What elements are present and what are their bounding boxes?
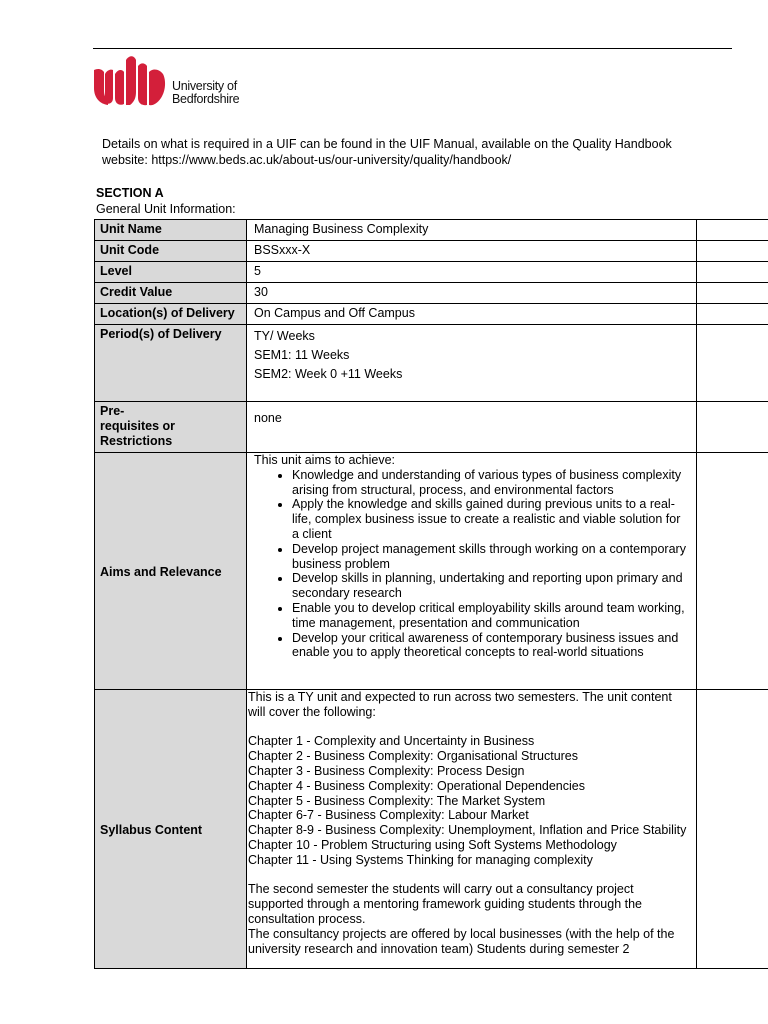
locations-label: Location(s) of Delivery [95, 304, 247, 325]
aims-intro: This unit aims to achieve: [254, 453, 396, 467]
prereq-label-line-1: Pre- [100, 404, 125, 418]
intro-line-2: website: https://www.beds.ac.uk/about-us/our-university/quality/handbook/ [102, 153, 512, 167]
table-row-unit-name [95, 220, 768, 241]
aims-value [247, 453, 697, 690]
syllabus-intro: This is a TY unit and expected to run across two semesters. The unit content will cover the following: [248, 690, 672, 719]
blank-cell [697, 262, 768, 283]
blank-cell [697, 304, 768, 325]
blank-cell [697, 220, 768, 241]
syllabus-paragraph-2: The consultancy projects are offered by local businesses (with the help of the university research and innovation team) Students during semester 2 [248, 926, 675, 956]
blank-cell [697, 402, 768, 453]
credit-value-label: Credit Value [95, 283, 247, 304]
table-row-level [95, 262, 768, 283]
intro-paragraph [102, 136, 732, 168]
chapter-item: Chapter 4 - Business Complexity: Operational Dependencies [248, 778, 585, 793]
intro-line-1: Details on what is required in a UIF can be found in the UIF Manual, available on the Quality Handbook [102, 137, 672, 151]
list-item: • Knowledge and understanding of various types of business complexity arising from structural, process, and environmental factors [292, 468, 690, 498]
chapter-item: Chapter 1 - Complexity and Uncertainty in Business [248, 734, 535, 749]
aims-label: Aims and Relevance [95, 453, 247, 690]
unit-information-table [94, 219, 768, 969]
logo-wordmark [172, 80, 239, 106]
unit-name-value: Managing Business Complexity [247, 220, 697, 241]
blank-cell [697, 283, 768, 304]
chapter-item: Chapter 6-7 - Business Complexity: Labour Market [248, 808, 529, 823]
period-line-1: TY/ Weeks [254, 329, 315, 343]
list-item: • Develop skills in planning, undertaking and reporting upon primary and secondary research [292, 571, 690, 601]
periods-label: Period(s) of Delivery [95, 325, 247, 402]
prereq-label-line-2: requisites or [100, 418, 176, 433]
chapter-list [248, 734, 692, 867]
table-row-locations [95, 304, 768, 325]
blank-cell [697, 325, 768, 402]
prereq-label-line-3: Restrictions [100, 433, 173, 448]
level-label: Level [95, 262, 247, 283]
list-item: • Apply the knowledge and skills gained during previous units to a real-life, complex business issue to create a realistic and viable solution for a client [292, 497, 690, 541]
list-item: • Develop your critical awareness of contemporary business issues and enable you to apply theoretical concepts to real-world situations [292, 631, 690, 661]
syllabus-value [247, 690, 697, 969]
blank-cell [697, 453, 768, 690]
logo-text-line2: Bedfordshire [172, 92, 240, 106]
period-line-3: SEM2: Week 0 +11 Weeks [254, 367, 403, 381]
locations-value: On Campus and Off Campus [247, 304, 697, 325]
logo-emblem-icon [93, 52, 169, 108]
blank-cell [697, 690, 768, 969]
period-line-2: SEM1: 11 Weeks [254, 348, 350, 362]
table-row-prerequisites [95, 402, 768, 453]
chapter-item: Chapter 5 - Business Complexity: The Market System [248, 793, 546, 808]
university-logo [93, 52, 253, 108]
blank-cell [697, 241, 768, 262]
aims-list [254, 468, 690, 660]
chapter-item: Chapter 3 - Business Complexity: Process Design [248, 763, 525, 778]
chapter-item: Chapter 2 - Business Complexity: Organisational Structures [248, 749, 579, 764]
table-row-periods [95, 325, 768, 402]
chapter-item: Chapter 11 - Using Systems Thinking for managing complexity [248, 852, 593, 867]
syllabus-label: Syllabus Content [95, 690, 247, 969]
syllabus-paragraph-1: The second semester the students will carry out a consultancy project supported through a mentoring framework guiding students through the consultation process. [248, 882, 642, 926]
chapter-item: Chapter 10 - Problem Structuring using Soft Systems Methodology [248, 837, 617, 852]
credit-value-value: 30 [247, 283, 697, 304]
section-title: SECTION A [96, 186, 164, 200]
unit-name-label: Unit Name [95, 220, 247, 241]
logo-text-line1: University of [172, 79, 237, 93]
header-rule [93, 48, 732, 49]
prerequisites-label [95, 402, 247, 453]
list-item: • Enable you to develop critical employability skills around team working, time management, presentation and communication [292, 601, 690, 631]
prerequisites-value: none [247, 402, 697, 453]
section-subtitle: General Unit Information: [96, 202, 236, 216]
list-item: • Develop project management skills through working on a contemporary business problem [292, 542, 690, 572]
table-row-syllabus [95, 690, 768, 969]
table-row-credit-value [95, 283, 768, 304]
periods-value [247, 325, 697, 402]
chapter-item: Chapter 8-9 - Business Complexity: Unemployment, Inflation and Price Stability [248, 823, 687, 838]
unit-code-value: BSSxxx-X [247, 241, 697, 262]
level-value: 5 [247, 262, 697, 283]
table-row-aims [95, 453, 768, 690]
table-row-unit-code [95, 241, 768, 262]
unit-code-label: Unit Code [95, 241, 247, 262]
